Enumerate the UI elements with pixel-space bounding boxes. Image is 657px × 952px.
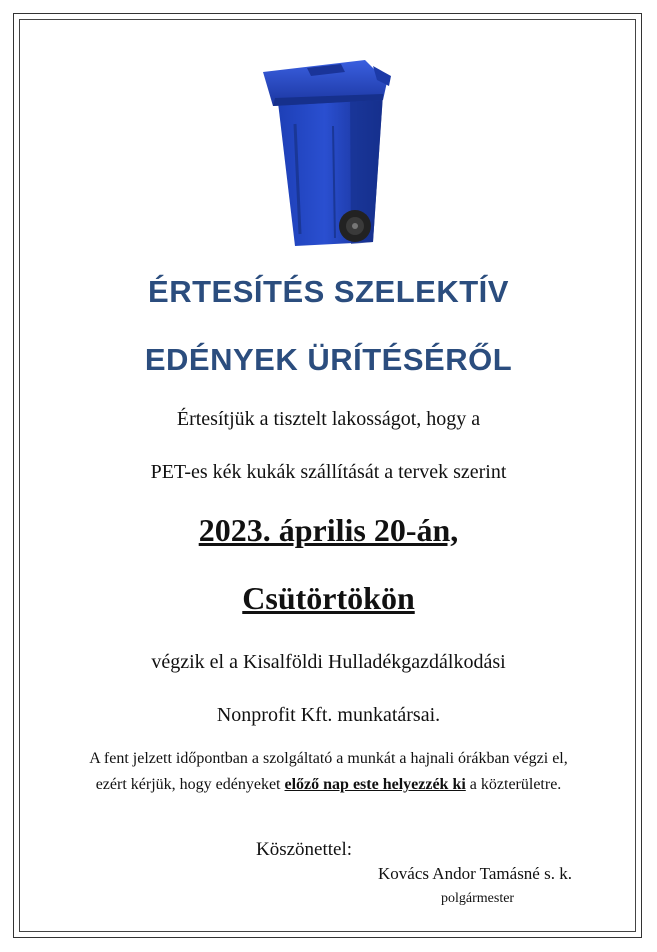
- body-line-4: Nonprofit Kft. munkatársai.: [216, 704, 441, 726]
- notice-line-2-pre: ezért kérjük, hogy edényeket: [95, 776, 285, 793]
- body-line-2: PET-es kék kukák szállítását a tervek szerint: [150, 461, 507, 483]
- signer-name: Kovács Andor Tamásné s. k.: [378, 864, 572, 883]
- heading-line-2: EDÉNYEK ÜRÍTÉSÉRŐL: [144, 342, 513, 377]
- body-line-1: Értesítjük a tisztelt lakosságot, hogy a: [176, 408, 481, 430]
- notice-line-2-post: a közterületre.: [465, 776, 562, 793]
- collection-date: 2023. április 20-án,: [198, 512, 459, 548]
- collection-weekday: Csütörtökön: [242, 580, 415, 616]
- closing-thanks: Köszönettel:: [256, 839, 353, 860]
- notice-emphasis: előző nap este helyezzék ki: [284, 776, 466, 793]
- body-line-3: végzik el a Kisalföldi Hulladékgazdálkodási: [151, 651, 506, 673]
- blue-wheelie-bin-icon: [255, 54, 395, 254]
- notice-line-1: A fent jelzett időpontban a szolgáltató a munkát a hajnali órákban végzi el,: [89, 750, 568, 767]
- heading-line-1: ÉRTESÍTÉS SZELEKTÍV: [148, 274, 509, 309]
- notice-line-2: [0, 776, 657, 794]
- signer-role: polgármester: [441, 891, 515, 906]
